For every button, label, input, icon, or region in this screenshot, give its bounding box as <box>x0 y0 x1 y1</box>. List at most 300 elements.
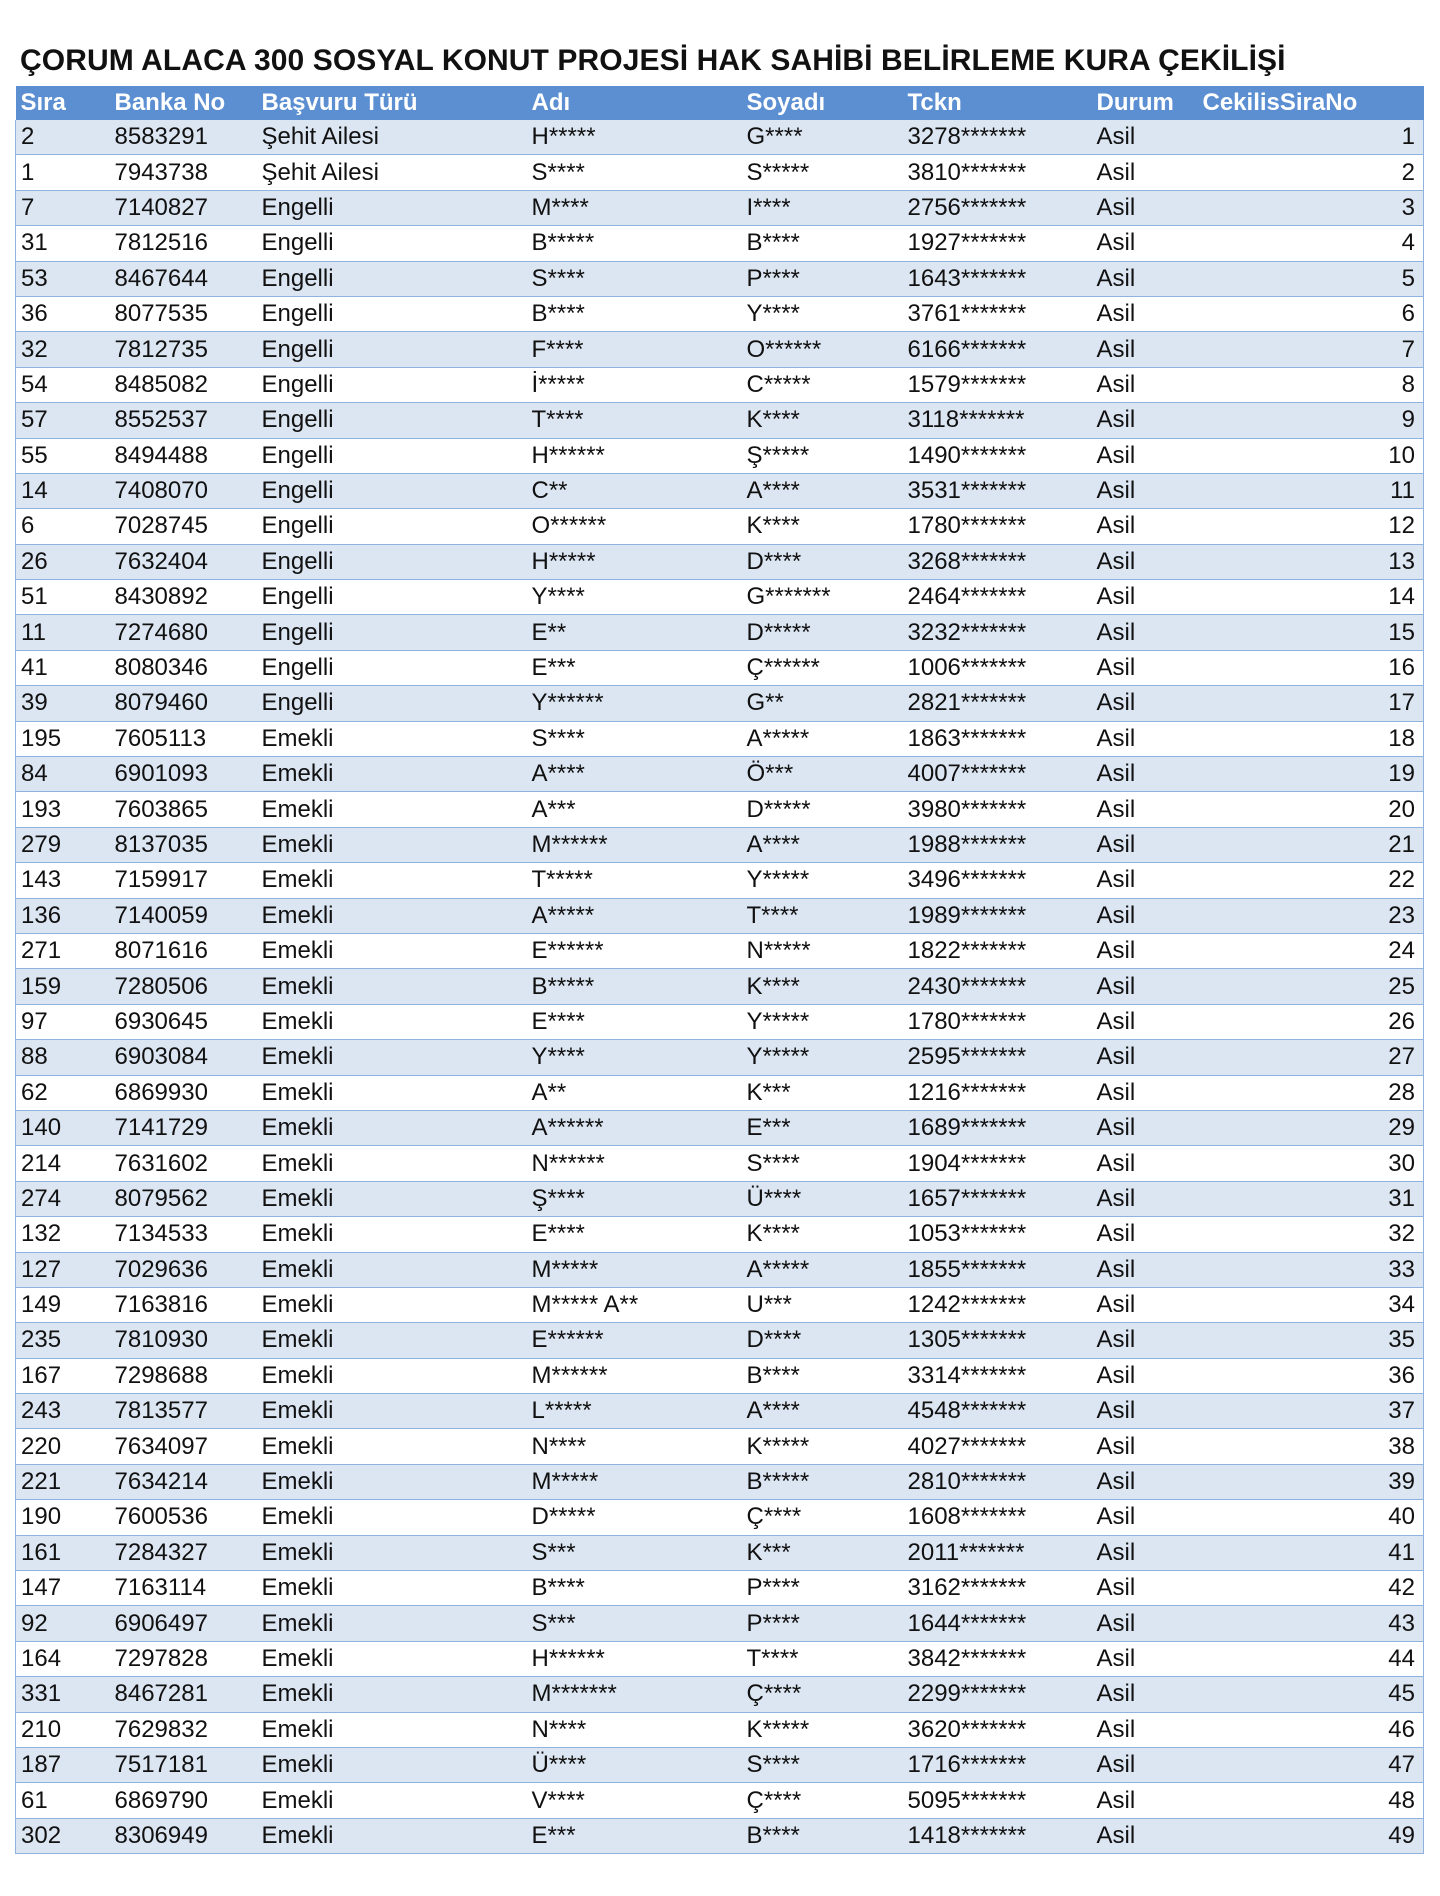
adi-cell: Y**** <box>527 1040 742 1075</box>
tckn-cell: 3118******* <box>903 403 1092 438</box>
sira-cell: 210 <box>16 1712 110 1747</box>
cekilis-sira-no-cell: 4 <box>1198 226 1424 261</box>
adi-cell: E**** <box>527 1217 742 1252</box>
cekilis-sira-no-cell: 34 <box>1198 1287 1424 1322</box>
adi-cell: O****** <box>527 509 742 544</box>
table-row <box>16 1040 1424 1075</box>
sira-cell: 193 <box>16 792 110 827</box>
adi-cell: Y****** <box>527 686 742 721</box>
tckn-cell: 2821******* <box>903 686 1092 721</box>
adi-cell: T***** <box>527 863 742 898</box>
basvuru-turu-cell: Engelli <box>257 580 527 615</box>
durum-cell: Asil <box>1092 1641 1198 1676</box>
basvuru-turu-cell: Engelli <box>257 615 527 650</box>
adi-cell: M**** <box>527 190 742 225</box>
sira-cell: 55 <box>16 438 110 473</box>
durum-cell: Asil <box>1092 1358 1198 1393</box>
basvuru-turu-cell: Emekli <box>257 1641 527 1676</box>
soyadi-cell: G******* <box>742 580 903 615</box>
banka-no-cell: 8077535 <box>110 296 257 331</box>
adi-cell: S**** <box>527 261 742 296</box>
cekilis-sira-no-cell: 18 <box>1198 721 1424 756</box>
adi-cell: B**** <box>527 1571 742 1606</box>
soyadi-cell: Ç**** <box>742 1783 903 1818</box>
soyadi-cell: E*** <box>742 1110 903 1145</box>
basvuru-turu-cell: Emekli <box>257 1358 527 1393</box>
basvuru-turu-cell: Şehit Ailesi <box>257 120 527 155</box>
durum-cell: Asil <box>1092 969 1198 1004</box>
table-row <box>16 1287 1424 1322</box>
adi-cell: M***** <box>527 1464 742 1499</box>
cekilis-sira-no-cell: 24 <box>1198 933 1424 968</box>
cekilis-sira-no-cell: 37 <box>1198 1394 1424 1429</box>
basvuru-turu-cell: Emekli <box>257 1571 527 1606</box>
table-row <box>16 367 1424 402</box>
banka-no-cell: 7810930 <box>110 1323 257 1358</box>
tckn-cell: 1988******* <box>903 827 1092 862</box>
document-title: ÇORUM ALACA 300 SOSYAL KONUT PROJESİ HAK SAHİBİ BELİRLEME KURA ÇEKİLİŞİ <box>20 44 1286 77</box>
soyadi-cell: D***** <box>742 615 903 650</box>
sira-cell: 235 <box>16 1323 110 1358</box>
banka-no-cell: 7140827 <box>110 190 257 225</box>
banka-no-cell: 7029636 <box>110 1252 257 1287</box>
tckn-cell: 1780******* <box>903 1004 1092 1039</box>
banka-no-cell: 6930645 <box>110 1004 257 1039</box>
soyadi-cell: A**** <box>742 827 903 862</box>
banka-no-cell: 8467644 <box>110 261 257 296</box>
basvuru-turu-cell: Engelli <box>257 438 527 473</box>
tckn-cell: 2430******* <box>903 969 1092 1004</box>
soyadi-cell: Ş***** <box>742 438 903 473</box>
sira-cell: 187 <box>16 1747 110 1782</box>
table-row <box>16 1606 1424 1641</box>
basvuru-turu-cell: Engelli <box>257 332 527 367</box>
banka-no-cell: 7600536 <box>110 1500 257 1535</box>
cekilis-sira-no-cell: 10 <box>1198 438 1424 473</box>
basvuru-turu-cell: Engelli <box>257 509 527 544</box>
basvuru-turu-cell: Emekli <box>257 1783 527 1818</box>
tckn-cell: 1822******* <box>903 933 1092 968</box>
tckn-cell: 1863******* <box>903 721 1092 756</box>
durum-cell: Asil <box>1092 473 1198 508</box>
cekilis-sira-no-cell: 27 <box>1198 1040 1424 1075</box>
cekilis-sira-no-cell: 32 <box>1198 1217 1424 1252</box>
sira-cell: 132 <box>16 1217 110 1252</box>
sira-cell: 274 <box>16 1181 110 1216</box>
tckn-cell: 3232******* <box>903 615 1092 650</box>
banka-no-cell: 7813577 <box>110 1394 257 1429</box>
durum-cell: Asil <box>1092 226 1198 261</box>
table-row <box>16 1712 1424 1747</box>
durum-cell: Asil <box>1092 650 1198 685</box>
durum-cell: Asil <box>1092 1818 1198 1853</box>
sira-cell: 32 <box>16 332 110 367</box>
soyadi-cell: B**** <box>742 226 903 261</box>
banka-no-cell: 7159917 <box>110 863 257 898</box>
tckn-cell: 3761******* <box>903 296 1092 331</box>
banka-no-cell: 8080346 <box>110 650 257 685</box>
soyadi-cell: S***** <box>742 155 903 190</box>
durum-cell: Asil <box>1092 1181 1198 1216</box>
cekilis-sira-no-cell: 3 <box>1198 190 1424 225</box>
basvuru-turu-cell: Engelli <box>257 261 527 296</box>
table-row <box>16 1146 1424 1181</box>
adi-cell: M****** <box>527 827 742 862</box>
adi-cell: Y**** <box>527 580 742 615</box>
basvuru-turu-cell: Emekli <box>257 1712 527 1747</box>
table-row <box>16 403 1424 438</box>
cekilis-sira-no-cell: 36 <box>1198 1358 1424 1393</box>
durum-cell: Asil <box>1092 332 1198 367</box>
cekilis-sira-no-cell: 31 <box>1198 1181 1424 1216</box>
banka-no-cell: 8137035 <box>110 827 257 862</box>
banka-no-cell: 6869790 <box>110 1783 257 1818</box>
cekilis-sira-no-cell: 16 <box>1198 650 1424 685</box>
cekilis-sira-no-cell: 38 <box>1198 1429 1424 1464</box>
cekilis-sira-no-cell: 44 <box>1198 1641 1424 1676</box>
basvuru-turu-cell: Emekli <box>257 1394 527 1429</box>
cekilis-sira-no-cell: 20 <box>1198 792 1424 827</box>
table-row <box>16 792 1424 827</box>
tckn-cell: 3162******* <box>903 1571 1092 1606</box>
soyadi-cell: B***** <box>742 1464 903 1499</box>
tckn-cell: 3810******* <box>903 155 1092 190</box>
cekilis-sira-no-cell: 48 <box>1198 1783 1424 1818</box>
sira-cell: 39 <box>16 686 110 721</box>
durum-cell: Asil <box>1092 1217 1198 1252</box>
basvuru-turu-cell: Emekli <box>257 1747 527 1782</box>
tckn-cell: 1689******* <box>903 1110 1092 1145</box>
adi-cell: A****** <box>527 1110 742 1145</box>
cekilis-sira-no-cell: 13 <box>1198 544 1424 579</box>
soyadi-cell: Ü**** <box>742 1181 903 1216</box>
tckn-cell: 1716******* <box>903 1747 1092 1782</box>
banka-no-cell: 8079460 <box>110 686 257 721</box>
basvuru-turu-cell: Emekli <box>257 1818 527 1853</box>
sira-cell: 271 <box>16 933 110 968</box>
banka-no-cell: 8306949 <box>110 1818 257 1853</box>
basvuru-turu-cell: Emekli <box>257 1429 527 1464</box>
soyadi-cell: G** <box>742 686 903 721</box>
adi-cell: İ***** <box>527 367 742 402</box>
sira-cell: 190 <box>16 1500 110 1535</box>
table-row <box>16 1464 1424 1499</box>
soyadi-cell: I**** <box>742 190 903 225</box>
durum-cell: Asil <box>1092 1004 1198 1039</box>
banka-no-cell: 7134533 <box>110 1217 257 1252</box>
soyadi-cell: A***** <box>742 721 903 756</box>
basvuru-turu-cell: Engelli <box>257 544 527 579</box>
sira-cell: 159 <box>16 969 110 1004</box>
basvuru-turu-cell: Şehit Ailesi <box>257 155 527 190</box>
tckn-cell: 1579******* <box>903 367 1092 402</box>
soyadi-cell: P**** <box>742 1571 903 1606</box>
durum-cell: Asil <box>1092 1323 1198 1358</box>
cekilis-sira-no-cell: 2 <box>1198 155 1424 190</box>
table-row <box>16 1004 1424 1039</box>
table-row <box>16 1075 1424 1110</box>
sira-cell: 7 <box>16 190 110 225</box>
banka-no-cell: 6901093 <box>110 757 257 792</box>
soyadi-cell: Y***** <box>742 863 903 898</box>
table-row <box>16 1500 1424 1535</box>
banka-no-cell: 7297828 <box>110 1641 257 1676</box>
durum-cell: Asil <box>1092 1500 1198 1535</box>
table-row <box>16 686 1424 721</box>
sira-cell: 11 <box>16 615 110 650</box>
basvuru-turu-cell: Engelli <box>257 296 527 331</box>
table-row <box>16 1252 1424 1287</box>
durum-cell: Asil <box>1092 1464 1198 1499</box>
basvuru-turu-cell: Engelli <box>257 650 527 685</box>
banka-no-cell: 7163114 <box>110 1571 257 1606</box>
adi-cell: E** <box>527 615 742 650</box>
cekilis-sira-no-cell: 6 <box>1198 296 1424 331</box>
durum-cell: Asil <box>1092 686 1198 721</box>
banka-no-cell: 7028745 <box>110 509 257 544</box>
durum-cell: Asil <box>1092 792 1198 827</box>
column-header-cekilis-sira-no: CekilisSiraNo <box>1198 86 1424 120</box>
table-row <box>16 1677 1424 1712</box>
durum-cell: Asil <box>1092 898 1198 933</box>
sira-cell: 51 <box>16 580 110 615</box>
tckn-cell: 1643******* <box>903 261 1092 296</box>
table-row <box>16 1641 1424 1676</box>
sira-cell: 127 <box>16 1252 110 1287</box>
soyadi-cell: C***** <box>742 367 903 402</box>
durum-cell: Asil <box>1092 438 1198 473</box>
cekilis-sira-no-cell: 23 <box>1198 898 1424 933</box>
sira-cell: 147 <box>16 1571 110 1606</box>
tckn-cell: 2756******* <box>903 190 1092 225</box>
adi-cell: M***** A** <box>527 1287 742 1322</box>
cekilis-sira-no-cell: 35 <box>1198 1323 1424 1358</box>
adi-cell: M****** <box>527 1358 742 1393</box>
durum-cell: Asil <box>1092 296 1198 331</box>
basvuru-turu-cell: Emekli <box>257 1252 527 1287</box>
basvuru-turu-cell: Emekli <box>257 1677 527 1712</box>
sira-cell: 6 <box>16 509 110 544</box>
basvuru-turu-cell: Emekli <box>257 792 527 827</box>
banka-no-cell: 7408070 <box>110 473 257 508</box>
tckn-cell: 1644******* <box>903 1606 1092 1641</box>
basvuru-turu-cell: Emekli <box>257 969 527 1004</box>
soyadi-cell: U*** <box>742 1287 903 1322</box>
basvuru-turu-cell: Emekli <box>257 757 527 792</box>
sira-cell: 31 <box>16 226 110 261</box>
adi-cell: F**** <box>527 332 742 367</box>
soyadi-cell: K*** <box>742 1535 903 1570</box>
cekilis-sira-no-cell: 5 <box>1198 261 1424 296</box>
table-header-row <box>16 86 1424 120</box>
soyadi-cell: S**** <box>742 1146 903 1181</box>
cekilis-sira-no-cell: 29 <box>1198 1110 1424 1145</box>
durum-cell: Asil <box>1092 1747 1198 1782</box>
soyadi-cell: Ö*** <box>742 757 903 792</box>
basvuru-turu-cell: Engelli <box>257 473 527 508</box>
banka-no-cell: 6906497 <box>110 1606 257 1641</box>
tckn-cell: 1418******* <box>903 1818 1092 1853</box>
basvuru-turu-cell: Emekli <box>257 1146 527 1181</box>
sira-cell: 62 <box>16 1075 110 1110</box>
adi-cell: A** <box>527 1075 742 1110</box>
soyadi-cell: N***** <box>742 933 903 968</box>
table-row <box>16 226 1424 261</box>
cekilis-sira-no-cell: 25 <box>1198 969 1424 1004</box>
soyadi-cell: P**** <box>742 1606 903 1641</box>
tckn-cell: 1053******* <box>903 1217 1092 1252</box>
table-row <box>16 650 1424 685</box>
table-row <box>16 615 1424 650</box>
soyadi-cell: Ç****** <box>742 650 903 685</box>
sira-cell: 136 <box>16 898 110 933</box>
adi-cell: S*** <box>527 1606 742 1641</box>
table-row <box>16 898 1424 933</box>
basvuru-turu-cell: Engelli <box>257 686 527 721</box>
table-row <box>16 296 1424 331</box>
lottery-results-table <box>15 86 1424 1854</box>
durum-cell: Asil <box>1092 120 1198 155</box>
tckn-cell: 2464******* <box>903 580 1092 615</box>
tckn-cell: 3531******* <box>903 473 1092 508</box>
tckn-cell: 2011******* <box>903 1535 1092 1570</box>
tckn-cell: 1305******* <box>903 1323 1092 1358</box>
cekilis-sira-no-cell: 45 <box>1198 1677 1424 1712</box>
sira-cell: 279 <box>16 827 110 862</box>
banka-no-cell: 8079562 <box>110 1181 257 1216</box>
basvuru-turu-cell: Engelli <box>257 226 527 261</box>
cekilis-sira-no-cell: 17 <box>1198 686 1424 721</box>
cekilis-sira-no-cell: 47 <box>1198 1747 1424 1782</box>
sira-cell: 26 <box>16 544 110 579</box>
adi-cell: E**** <box>527 1004 742 1039</box>
durum-cell: Asil <box>1092 261 1198 296</box>
durum-cell: Asil <box>1092 1110 1198 1145</box>
column-header-adi: Adı <box>527 86 742 120</box>
tckn-cell: 5095******* <box>903 1783 1092 1818</box>
soyadi-cell: K***** <box>742 1429 903 1464</box>
basvuru-turu-cell: Emekli <box>257 1464 527 1499</box>
table-row <box>16 1747 1424 1782</box>
adi-cell: M******* <box>527 1677 742 1712</box>
soyadi-cell: A***** <box>742 1252 903 1287</box>
soyadi-cell: K***** <box>742 1712 903 1747</box>
adi-cell: L***** <box>527 1394 742 1429</box>
sira-cell: 214 <box>16 1146 110 1181</box>
soyadi-cell: K**** <box>742 969 903 1004</box>
sira-cell: 220 <box>16 1429 110 1464</box>
cekilis-sira-no-cell: 42 <box>1198 1571 1424 1606</box>
soyadi-cell: D**** <box>742 1323 903 1358</box>
basvuru-turu-cell: Emekli <box>257 827 527 862</box>
tckn-cell: 3268******* <box>903 544 1092 579</box>
tckn-cell: 4027******* <box>903 1429 1092 1464</box>
adi-cell: A**** <box>527 757 742 792</box>
durum-cell: Asil <box>1092 1287 1198 1322</box>
basvuru-turu-cell: Emekli <box>257 863 527 898</box>
cekilis-sira-no-cell: 19 <box>1198 757 1424 792</box>
durum-cell: Asil <box>1092 580 1198 615</box>
banka-no-cell: 8485082 <box>110 367 257 402</box>
durum-cell: Asil <box>1092 1712 1198 1747</box>
table-row <box>16 1358 1424 1393</box>
tckn-cell: 4007******* <box>903 757 1092 792</box>
durum-cell: Asil <box>1092 1783 1198 1818</box>
tckn-cell: 3980******* <box>903 792 1092 827</box>
table-row <box>16 1217 1424 1252</box>
sira-cell: 1 <box>16 155 110 190</box>
durum-cell: Asil <box>1092 155 1198 190</box>
tckn-cell: 3496******* <box>903 863 1092 898</box>
tckn-cell: 1006******* <box>903 650 1092 685</box>
soyadi-cell: K**** <box>742 403 903 438</box>
sira-cell: 54 <box>16 367 110 402</box>
durum-cell: Asil <box>1092 615 1198 650</box>
basvuru-turu-cell: Engelli <box>257 367 527 402</box>
banka-no-cell: 7274680 <box>110 615 257 650</box>
durum-cell: Asil <box>1092 509 1198 544</box>
durum-cell: Asil <box>1092 1040 1198 1075</box>
cekilis-sira-no-cell: 43 <box>1198 1606 1424 1641</box>
sira-cell: 221 <box>16 1464 110 1499</box>
soyadi-cell: Y***** <box>742 1004 903 1039</box>
banka-no-cell: 7812735 <box>110 332 257 367</box>
cekilis-sira-no-cell: 21 <box>1198 827 1424 862</box>
column-header-tckn: Tckn <box>903 86 1092 120</box>
adi-cell: B***** <box>527 969 742 1004</box>
banka-no-cell: 7298688 <box>110 1358 257 1393</box>
durum-cell: Asil <box>1092 1429 1198 1464</box>
adi-cell: E*** <box>527 650 742 685</box>
cekilis-sira-no-cell: 46 <box>1198 1712 1424 1747</box>
table-row <box>16 261 1424 296</box>
adi-cell: V**** <box>527 1783 742 1818</box>
banka-no-cell: 7163816 <box>110 1287 257 1322</box>
sira-cell: 149 <box>16 1287 110 1322</box>
sira-cell: 36 <box>16 296 110 331</box>
adi-cell: H****** <box>527 438 742 473</box>
basvuru-turu-cell: Emekli <box>257 1004 527 1039</box>
durum-cell: Asil <box>1092 190 1198 225</box>
basvuru-turu-cell: Emekli <box>257 1535 527 1570</box>
table-row <box>16 473 1424 508</box>
table-row <box>16 1181 1424 1216</box>
adi-cell: T**** <box>527 403 742 438</box>
tckn-cell: 1242******* <box>903 1287 1092 1322</box>
durum-cell: Asil <box>1092 367 1198 402</box>
cekilis-sira-no-cell: 30 <box>1198 1146 1424 1181</box>
durum-cell: Asil <box>1092 1146 1198 1181</box>
banka-no-cell: 7943738 <box>110 155 257 190</box>
banka-no-cell: 6869930 <box>110 1075 257 1110</box>
table-row <box>16 332 1424 367</box>
banka-no-cell: 7632404 <box>110 544 257 579</box>
cekilis-sira-no-cell: 14 <box>1198 580 1424 615</box>
cekilis-sira-no-cell: 7 <box>1198 332 1424 367</box>
cekilis-sira-no-cell: 11 <box>1198 473 1424 508</box>
adi-cell: S**** <box>527 721 742 756</box>
banka-no-cell: 7603865 <box>110 792 257 827</box>
soyadi-cell: A**** <box>742 1394 903 1429</box>
adi-cell: B**** <box>527 296 742 331</box>
sira-cell: 84 <box>16 757 110 792</box>
soyadi-cell: K**** <box>742 1217 903 1252</box>
banka-no-cell: 6903084 <box>110 1040 257 1075</box>
basvuru-turu-cell: Emekli <box>257 1323 527 1358</box>
basvuru-turu-cell: Emekli <box>257 1217 527 1252</box>
table-row <box>16 1429 1424 1464</box>
banka-no-cell: 8583291 <box>110 120 257 155</box>
